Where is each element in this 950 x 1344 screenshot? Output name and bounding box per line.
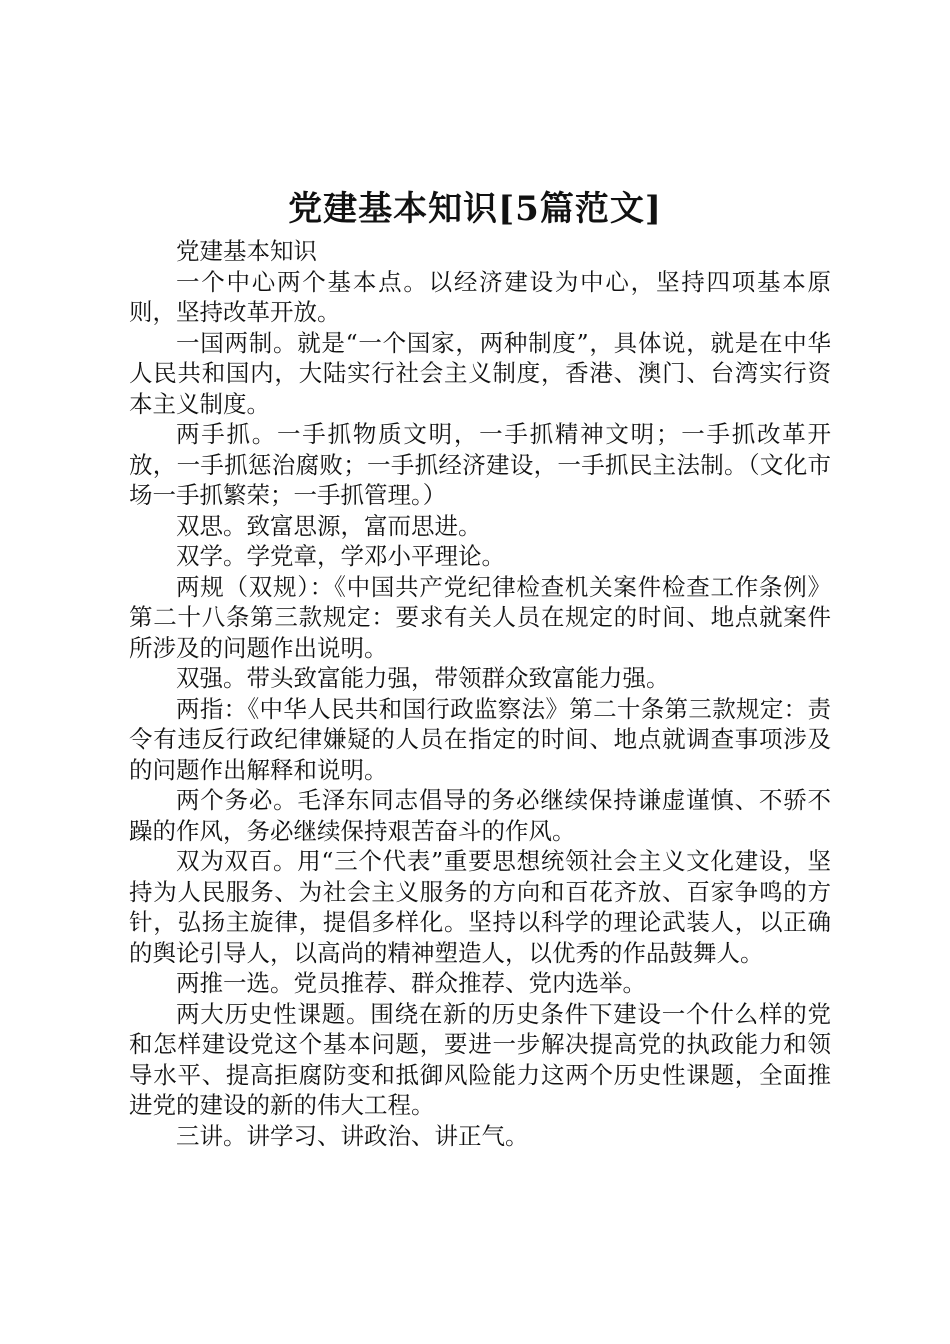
paragraph: 双学。学党章，学邓小平理论。 bbox=[176, 542, 505, 570]
paragraph: 两指：《中华人民共和国行政监察法》第二十条第三款规定：责令有违反行政纪律嫌疑的人员在指定的时间、地点就调查事项涉及的问题作出解释和说明。 bbox=[129, 694, 831, 784]
document-title: 党建基本知识[5篇范文] bbox=[288, 189, 662, 229]
paragraph: 三讲。讲学习、讲政治、讲正气。 bbox=[176, 1121, 529, 1150]
paragraph: 双强。带头致富能力强，带领群众致富能力强。 bbox=[176, 664, 670, 692]
paragraph: 两规（双规）：《中国共产党纪律检查机关案件检查工作条例》第二十八条第三款规定：要求有关人员在规定的时间、地点就案件所涉及的问题作出说明。 bbox=[129, 572, 831, 662]
paragraph: 两个务必。毛泽东同志倡导的务必继续保持谦虚谨慎、不骄不躁的作风，务必继续保持艰苦奋斗的作风。 bbox=[129, 786, 831, 845]
document-body bbox=[129, 236, 831, 1151]
paragraph: 一个中心两个基本点。以经济建设为中心，坚持四项基本原则，坚持改革开放。 bbox=[129, 267, 831, 326]
paragraph: 两大历史性课题。围绕在新的历史条件下建设一个什么样的党和怎样建设党这个基本问题，要进一步解决提高党的执政能力和领导水平、提高拒腐防变和抵御风险能力这两个历史性课题，全面推进党的建设的新的伟大工程。 bbox=[129, 999, 831, 1119]
paragraph: 一国两制。就是“一个国家，两种制度”，具体说，就是在中华人民共和国内，大陆实行社会主义制度，香港、澳门、台湾实行资本主义制度。 bbox=[129, 328, 831, 418]
paragraph: 两推一选。党员推荐、群众推荐、党内选举。 bbox=[176, 969, 646, 997]
paragraph: 双思。致富思源，富而思进。 bbox=[176, 511, 482, 540]
paragraph: 双为双百。用“三个代表”重要思想统领社会主义文化建设，坚持为人民服务、为社会主义服务的方向和百花齐放、百家争鸣的方针，弘扬主旋律，提倡多样化。坚持以科学的理论武装人，以正确的舆论引导人，以高尚的精神塑造人，以优秀的作品鼓舞人。 bbox=[129, 847, 831, 967]
paragraph: 两手抓。一手抓物质文明，一手抓精神文明；一手抓改革开放，一手抓惩治腐败；一手抓经济建设，一手抓民主法制。（文化市场一手抓繁荣；一手抓管理。） bbox=[129, 420, 831, 509]
paragraph-heading: 党建基本知识 bbox=[176, 237, 317, 265]
